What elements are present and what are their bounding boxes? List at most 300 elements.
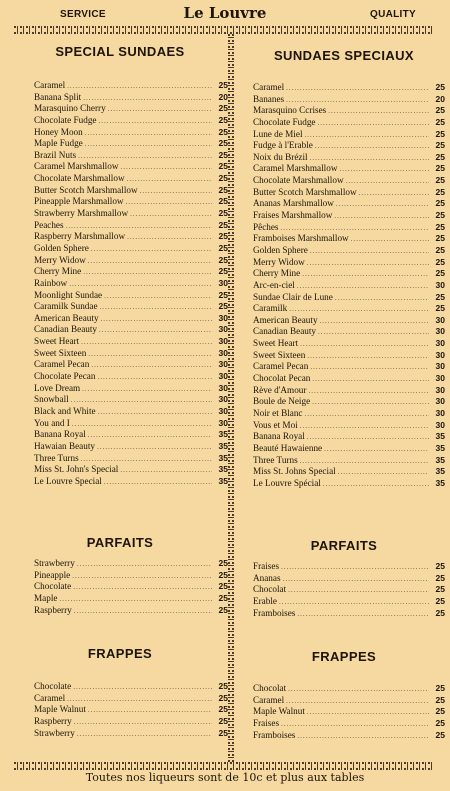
center-divider bbox=[228, 34, 234, 762]
menu-item-price: 25 bbox=[435, 729, 445, 740]
menu-item bbox=[34, 348, 228, 360]
menu-item bbox=[253, 431, 445, 443]
leader-dots bbox=[318, 118, 429, 130]
menu-item-price: 25 bbox=[435, 186, 445, 197]
menu-item-price: 35 bbox=[218, 464, 228, 475]
leader-dots bbox=[101, 314, 212, 326]
leader-dots bbox=[338, 467, 429, 479]
menu-item-price: 25 bbox=[435, 717, 445, 728]
leader-dots bbox=[307, 707, 429, 719]
menu-item-name: Raspberry Marshmallow bbox=[34, 231, 126, 242]
menu-item bbox=[253, 82, 445, 94]
leader-dots bbox=[97, 372, 212, 384]
quality-label: QUALITY bbox=[370, 9, 416, 20]
menu-item-price: 25 bbox=[435, 82, 445, 92]
menu-item-name: American Beauty bbox=[253, 314, 318, 325]
menu-item-price: 25 bbox=[435, 694, 445, 705]
menu-item-price: 25 bbox=[218, 715, 228, 726]
menu-item-price: 30 bbox=[435, 407, 445, 418]
leader-dots bbox=[98, 407, 212, 419]
menu-item-price: 25 bbox=[218, 727, 228, 738]
leader-dots bbox=[83, 267, 212, 279]
leader-dots bbox=[67, 81, 212, 93]
menu-item-price: 35 bbox=[218, 440, 228, 451]
leader-dots bbox=[305, 130, 430, 142]
menu-item bbox=[253, 117, 445, 129]
menu-item bbox=[253, 187, 445, 199]
leader-dots bbox=[286, 83, 429, 95]
menu-item-price: 35 bbox=[435, 442, 445, 453]
menu-item bbox=[34, 127, 228, 139]
menu-item bbox=[34, 266, 228, 278]
leader-dots bbox=[108, 104, 212, 116]
leader-dots bbox=[73, 682, 212, 694]
menu-item-price: 30 bbox=[218, 336, 228, 347]
menu-item-name: Caramel Pecan bbox=[34, 359, 90, 370]
menu-item bbox=[34, 704, 228, 716]
menu-item bbox=[253, 222, 445, 234]
menu-item bbox=[34, 605, 228, 617]
leader-dots bbox=[307, 432, 429, 444]
leader-dots bbox=[318, 327, 429, 339]
menu-item bbox=[34, 693, 228, 705]
menu-item bbox=[253, 140, 445, 152]
menu-item-name: Brazil Nuts bbox=[34, 149, 77, 160]
menu-item-name: Sundae Clair de Lune bbox=[253, 291, 333, 302]
leader-dots bbox=[74, 717, 212, 729]
menu-item-price: 25 bbox=[218, 581, 228, 592]
menu-item-price: 25 bbox=[435, 584, 445, 595]
menu-item-name: Three Turns bbox=[34, 452, 79, 463]
menu-item bbox=[253, 94, 445, 106]
leader-dots bbox=[126, 197, 212, 209]
menu-item-name: Chocolate Marshmallow bbox=[253, 175, 344, 186]
menu-item-name: Caramel Pecan bbox=[253, 361, 309, 372]
menu-item-name: Chocolate Marshmallow bbox=[34, 173, 125, 184]
menu-item bbox=[253, 561, 445, 573]
menu-item-name: Canadian Beauty bbox=[34, 324, 98, 335]
menu-item-name: Rainbow bbox=[34, 277, 68, 288]
menu-item-price: 35 bbox=[218, 475, 228, 486]
right-parfaits-heading: PARFAITS bbox=[310, 538, 378, 553]
menu-item-name: Three Turns bbox=[253, 454, 298, 465]
leader-dots bbox=[320, 316, 429, 328]
menu-item-name: Arc-en-ciel bbox=[253, 279, 295, 290]
leader-dots bbox=[310, 362, 429, 374]
leader-dots bbox=[99, 325, 212, 337]
menu-item bbox=[253, 350, 445, 362]
leader-dots bbox=[67, 694, 212, 706]
menu-item-name: Strawberry bbox=[34, 558, 75, 568]
menu-item bbox=[34, 161, 228, 173]
menu-item-name: Fraises bbox=[253, 561, 280, 571]
menu-item-name: Caramel Marshmallow bbox=[34, 161, 119, 172]
menu-item bbox=[253, 573, 445, 585]
leader-dots bbox=[73, 582, 212, 594]
menu-item bbox=[34, 80, 228, 92]
menu-item-price: 25 bbox=[435, 163, 445, 174]
menu-item bbox=[34, 231, 228, 243]
menu-item bbox=[253, 292, 445, 304]
menu-item-price: 30 bbox=[218, 277, 228, 288]
menu-item bbox=[34, 716, 228, 728]
menu-item bbox=[253, 233, 445, 245]
leader-dots bbox=[140, 186, 212, 198]
menu-item bbox=[34, 255, 228, 267]
leader-dots bbox=[305, 409, 430, 421]
menu-item-price: 25 bbox=[435, 233, 445, 244]
menu-item-name: Caramel bbox=[253, 694, 285, 705]
leader-dots bbox=[288, 585, 429, 597]
menu-item-price: 25 bbox=[218, 289, 228, 300]
menu-item-name: Sweet Heart bbox=[34, 336, 80, 347]
menu-item-price: 25 bbox=[218, 231, 228, 242]
left-frappes-list bbox=[34, 681, 228, 739]
leader-dots bbox=[359, 188, 429, 200]
menu-item-price: 25 bbox=[218, 266, 228, 277]
menu-item-name: Chocolate Pecan bbox=[34, 371, 96, 382]
menu-item-name: Chocolat bbox=[253, 584, 287, 595]
leader-dots bbox=[281, 719, 429, 731]
leader-dots bbox=[297, 609, 429, 621]
menu-item bbox=[253, 695, 445, 707]
leader-dots bbox=[351, 234, 429, 246]
menu-item-price: 25 bbox=[218, 301, 228, 312]
menu-item-price: 25 bbox=[435, 706, 445, 717]
menu-item-name: Pineapple Marshmallow bbox=[34, 196, 124, 207]
menu-item-name: Peaches bbox=[34, 219, 64, 230]
menu-item-name: Fraises bbox=[253, 717, 280, 728]
menu-item-price: 25 bbox=[218, 604, 228, 615]
menu-item-name: American Beauty bbox=[34, 312, 99, 323]
menu-item bbox=[253, 175, 445, 187]
menu-item-price: 25 bbox=[435, 268, 445, 279]
menu-item bbox=[34, 441, 228, 453]
leader-dots bbox=[297, 731, 429, 743]
menu-item-price: 25 bbox=[218, 704, 228, 715]
menu-item bbox=[34, 558, 228, 570]
menu-item bbox=[253, 466, 445, 478]
menu-item bbox=[253, 584, 445, 596]
menu-item-price: 25 bbox=[218, 592, 228, 603]
menu-item-price: 25 bbox=[218, 149, 228, 160]
menu-item bbox=[253, 373, 445, 385]
menu-item bbox=[34, 196, 228, 208]
menu-item-name: Framboises Marshmallow bbox=[253, 233, 349, 244]
menu-item-price: 35 bbox=[435, 454, 445, 465]
menu-item bbox=[253, 420, 445, 432]
menu-item-price: 30 bbox=[218, 371, 228, 382]
leader-dots bbox=[286, 696, 429, 708]
menu-item-name: Sweet Sixteen bbox=[253, 349, 306, 360]
menu-item-price: 30 bbox=[218, 417, 228, 428]
menu-item-name: Ananas bbox=[253, 572, 281, 583]
leader-dots bbox=[104, 291, 212, 303]
menu-item-name: Golden Sphere bbox=[34, 242, 89, 253]
menu-item bbox=[34, 681, 228, 693]
menu-item-name: Chocolat bbox=[253, 683, 287, 693]
menu-item bbox=[253, 478, 445, 490]
menu-item-price: 25 bbox=[435, 595, 445, 606]
menu-item-price: 30 bbox=[435, 419, 445, 430]
leader-dots bbox=[312, 374, 429, 386]
menu-item-price: 25 bbox=[218, 208, 228, 219]
menu-item bbox=[34, 301, 228, 313]
menu-item-name: Merry Widow bbox=[34, 254, 86, 265]
menu-item bbox=[253, 326, 445, 338]
menu-item bbox=[34, 429, 228, 441]
menu-item-price: 25 bbox=[218, 569, 228, 580]
leader-dots bbox=[120, 162, 212, 174]
menu-item bbox=[34, 103, 228, 115]
menu-item bbox=[34, 173, 228, 185]
menu-item-name: Honey Moon bbox=[34, 126, 83, 137]
menu-item bbox=[34, 581, 228, 593]
menu-item bbox=[253, 683, 445, 695]
menu-item-price: 25 bbox=[218, 161, 228, 172]
leader-dots bbox=[334, 211, 429, 223]
menu-item-price: 30 bbox=[435, 384, 445, 395]
menu-item-name: Beauté Hawaienne bbox=[253, 442, 323, 453]
leader-dots bbox=[74, 606, 212, 618]
menu-item bbox=[253, 163, 445, 175]
menu-item-price: 20 bbox=[218, 91, 228, 102]
menu-item-name: Fraises Marshmallow bbox=[253, 210, 333, 221]
menu-item bbox=[34, 208, 228, 220]
menu-item bbox=[34, 570, 228, 582]
menu-item bbox=[34, 92, 228, 104]
menu-item-name: Banana Split bbox=[34, 91, 82, 102]
leader-dots bbox=[91, 244, 212, 256]
menu-item bbox=[253, 408, 445, 420]
menu-item-price: 25 bbox=[435, 256, 445, 267]
service-label: SERVICE bbox=[60, 9, 106, 20]
menu-item-price: 25 bbox=[435, 572, 445, 583]
menu-item-name: Noir et Blanc bbox=[253, 407, 303, 418]
menu-item bbox=[253, 396, 445, 408]
menu-item bbox=[34, 243, 228, 255]
leader-dots bbox=[288, 684, 429, 696]
menu-item-name: Sweet Sixteen bbox=[34, 347, 87, 358]
leader-dots bbox=[281, 562, 429, 574]
leader-dots bbox=[300, 339, 429, 351]
menu-item-name: Chocolate Fudge bbox=[34, 114, 97, 125]
menu-item bbox=[34, 115, 228, 127]
menu-item bbox=[253, 198, 445, 210]
top-border bbox=[14, 26, 434, 34]
bottom-border bbox=[14, 762, 434, 770]
menu-item-price: 25 bbox=[218, 254, 228, 265]
menu-item-price: 25 bbox=[435, 303, 445, 314]
leader-dots bbox=[310, 246, 429, 258]
menu-item bbox=[253, 257, 445, 269]
menu-item bbox=[253, 152, 445, 164]
menu-item-price: 25 bbox=[435, 140, 445, 151]
menu-item bbox=[253, 105, 445, 117]
menu-item-name: Banana Royal bbox=[34, 429, 86, 440]
menu-item-name: Moonlight Sundae bbox=[34, 289, 103, 300]
menu-item bbox=[253, 129, 445, 141]
menu-item-name: Marasquino Cherry bbox=[34, 103, 106, 114]
leader-dots bbox=[88, 705, 212, 717]
left-sundaes-list bbox=[34, 80, 228, 487]
menu-item-price: 30 bbox=[435, 279, 445, 290]
menu-item-name: Merry Widow bbox=[253, 256, 305, 267]
menu-item-name: Erable bbox=[253, 595, 277, 606]
menu-item-name: Chocolate bbox=[34, 681, 72, 691]
menu-item-name: Strawberry Marshmallow bbox=[34, 208, 129, 219]
menu-item-name: Fudge à l'Erable bbox=[253, 140, 313, 151]
menu-item-name: Caramel Marshmallow bbox=[253, 163, 338, 174]
menu-item-price: 30 bbox=[218, 347, 228, 358]
menu-item bbox=[34, 476, 228, 488]
menu-item-name: You and I bbox=[34, 417, 70, 428]
menu-item-price: 25 bbox=[218, 692, 228, 703]
leader-dots bbox=[91, 360, 212, 372]
menu-item-name: Raspberry bbox=[34, 604, 72, 615]
menu-item-price: 30 bbox=[218, 405, 228, 416]
menu-item bbox=[34, 290, 228, 302]
leader-dots bbox=[97, 442, 212, 454]
menu-item-name: Maple Fudge bbox=[34, 138, 83, 149]
leader-dots bbox=[300, 421, 429, 433]
menu-item-price: 25 bbox=[435, 116, 445, 127]
leader-dots bbox=[77, 559, 212, 571]
menu-item-price: 25 bbox=[435, 561, 445, 571]
menu-item-name: Maple Walnut bbox=[34, 704, 86, 715]
menu-item-price: 35 bbox=[218, 452, 228, 463]
menu-item bbox=[34, 728, 228, 740]
leader-dots bbox=[85, 128, 212, 140]
menu-item bbox=[253, 596, 445, 608]
leader-dots bbox=[339, 164, 429, 176]
menu-item-price: 30 bbox=[435, 349, 445, 360]
menu-item-name: Ananas Marshmallow bbox=[253, 198, 334, 209]
leader-dots bbox=[72, 571, 212, 583]
menu-item-price: 25 bbox=[218, 80, 228, 90]
right-frappes-list bbox=[253, 683, 445, 741]
menu-item-name: Caramel bbox=[34, 80, 66, 90]
leader-dots bbox=[127, 232, 212, 244]
leader-dots bbox=[335, 293, 429, 305]
menu-item-name: Framboises bbox=[253, 607, 296, 618]
menu-item bbox=[34, 406, 228, 418]
menu-item bbox=[253, 455, 445, 467]
menu-item bbox=[253, 268, 445, 280]
menu-item bbox=[34, 383, 228, 395]
menu-item-price: 25 bbox=[218, 114, 228, 125]
menu-item-name: Banana Royal bbox=[253, 431, 305, 442]
menu-item-name: Rève d'Amour bbox=[253, 384, 307, 395]
right-sundaes-list bbox=[253, 82, 445, 489]
menu-item-price: 30 bbox=[435, 326, 445, 337]
menu-item-price: 25 bbox=[435, 128, 445, 139]
menu-item bbox=[34, 418, 228, 430]
menu-item bbox=[34, 324, 228, 336]
menu-item-name: Butter Scotch Marshmallow bbox=[34, 184, 138, 195]
menu-item-name: Maple bbox=[34, 592, 58, 603]
menu-item-name: Noix du Brézil bbox=[253, 151, 308, 162]
menu-item bbox=[253, 338, 445, 350]
right-sundaes-heading: SUNDAES SPECIAUX bbox=[273, 48, 415, 63]
leader-dots bbox=[323, 479, 429, 491]
menu-item-price: 30 bbox=[435, 314, 445, 325]
menu-item bbox=[253, 385, 445, 397]
leader-dots bbox=[59, 594, 212, 606]
menu-item-price: 25 bbox=[435, 198, 445, 209]
menu-item bbox=[34, 138, 228, 150]
menu-item-name: Black and White bbox=[34, 405, 96, 416]
menu-item-price: 30 bbox=[218, 382, 228, 393]
leader-dots bbox=[77, 729, 212, 741]
menu-item-name: Le Louvre Special bbox=[34, 475, 102, 486]
leader-dots bbox=[130, 209, 212, 221]
menu-item-name: Chocolat Pecan bbox=[253, 373, 311, 384]
menu-item-price: 25 bbox=[218, 681, 228, 691]
menu-item bbox=[253, 280, 445, 292]
menu-item bbox=[34, 220, 228, 232]
menu-item-price: 25 bbox=[435, 221, 445, 232]
menu-item-price: 25 bbox=[435, 683, 445, 693]
menu-item bbox=[253, 315, 445, 327]
leader-dots bbox=[279, 597, 429, 609]
menu-item bbox=[34, 150, 228, 162]
header-bar bbox=[0, 0, 450, 28]
menu-item-price: 25 bbox=[218, 219, 228, 230]
right-parfaits-list bbox=[253, 561, 445, 619]
menu-item-name: Golden Sphere bbox=[253, 244, 308, 255]
menu-item bbox=[253, 718, 445, 730]
menu-item-price: 30 bbox=[218, 312, 228, 323]
menu-item-name: Cherry Mine bbox=[253, 268, 301, 279]
menu-item bbox=[34, 593, 228, 605]
menu-item-price: 25 bbox=[435, 291, 445, 302]
menu-item-name: Butter Scotch Marshmallow bbox=[253, 186, 357, 197]
menu-item-price: 35 bbox=[218, 429, 228, 440]
leader-dots bbox=[283, 574, 429, 586]
leader-dots bbox=[88, 430, 212, 442]
leader-dots bbox=[302, 269, 429, 281]
menu-item-name: Caramel bbox=[253, 82, 285, 92]
menu-item-name: Le Louvre Spécial bbox=[253, 477, 321, 488]
leader-dots bbox=[324, 444, 429, 456]
menu-item bbox=[34, 464, 228, 476]
menu-item-price: 25 bbox=[435, 151, 445, 162]
menu-item-price: 25 bbox=[218, 126, 228, 137]
leader-dots bbox=[72, 419, 212, 431]
menu-item-price: 30 bbox=[435, 396, 445, 407]
menu-item bbox=[34, 313, 228, 325]
leader-dots bbox=[328, 106, 429, 118]
leader-dots bbox=[81, 337, 212, 349]
menu-item-price: 25 bbox=[218, 184, 228, 195]
restaurant-title: Le Louvre bbox=[183, 4, 267, 22]
menu-item-name: Snowball bbox=[34, 394, 69, 405]
leader-dots bbox=[104, 477, 212, 489]
menu-item-name: Boule de Neige bbox=[253, 396, 311, 407]
menu-item-name: Pêches bbox=[253, 221, 279, 232]
leader-dots bbox=[315, 141, 429, 153]
leader-dots bbox=[120, 465, 212, 477]
menu-item-price: 35 bbox=[435, 477, 445, 488]
menu-item bbox=[253, 210, 445, 222]
menu-item bbox=[34, 394, 228, 406]
leader-dots bbox=[85, 139, 212, 151]
menu-item-name: Caramilk Sundae bbox=[34, 301, 98, 312]
menu-item-name: Bananes bbox=[253, 93, 285, 104]
menu-item-price: 25 bbox=[218, 138, 228, 149]
menu-item-price: 25 bbox=[435, 210, 445, 221]
